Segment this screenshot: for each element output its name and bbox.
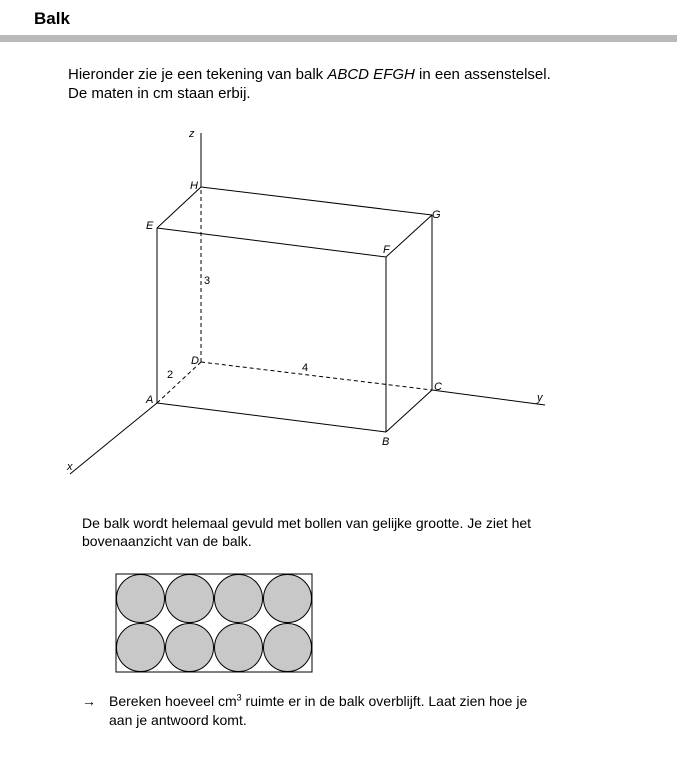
vertex-label-c: C <box>434 381 442 393</box>
vertex-label-d: D <box>191 355 199 367</box>
axis-label-x: x <box>67 461 73 473</box>
axis-label-z: z <box>189 128 195 140</box>
dimension-label-dc: 4 <box>302 362 309 374</box>
description-line1: De balk wordt helemaal gevuld met bollen van gelijke grootte. Je ziet het <box>82 515 532 531</box>
question-text <box>109 692 629 730</box>
vertex-label-g: G <box>432 209 441 221</box>
vertex-label-f: F <box>383 244 390 256</box>
intro-line2: De maten in cm staan erbij. <box>68 85 251 102</box>
section-title: Balk <box>34 9 70 28</box>
intro-line1-pre: Hieronder zie je een tekening van balk <box>68 66 328 83</box>
vertex-label-e: E <box>146 220 154 232</box>
sphere-group <box>117 575 312 672</box>
question-pre: Bereken hoeveel cm <box>109 693 237 709</box>
question-sup: 3 <box>236 692 242 703</box>
vertex-label-a: A <box>146 394 154 406</box>
arrow-icon: → <box>82 693 96 709</box>
axis-label-y: y <box>537 392 543 404</box>
intro-line1-post: in een assenstelsel. <box>414 66 551 83</box>
vertex-label-h: H <box>190 180 198 192</box>
sphere <box>166 624 214 672</box>
dimension-label-ad: 2 <box>167 369 174 381</box>
vertex-label-b: B <box>382 436 390 448</box>
dimension-label-dh: 3 <box>204 275 211 287</box>
sphere <box>166 575 214 623</box>
sphere <box>264 624 312 672</box>
question-line2: aan je antwoord komt. <box>109 712 247 728</box>
sphere <box>264 575 312 623</box>
box-name: ABCD EFGH <box>327 66 415 83</box>
description-line2: bovenaanzicht van de balk. <box>82 533 252 549</box>
question-post: ruimte er in de balk overblijft. Laat zien hoe je <box>241 693 528 709</box>
sphere <box>117 624 165 672</box>
sphere <box>215 575 263 623</box>
sphere <box>117 575 165 623</box>
sphere <box>215 624 263 672</box>
